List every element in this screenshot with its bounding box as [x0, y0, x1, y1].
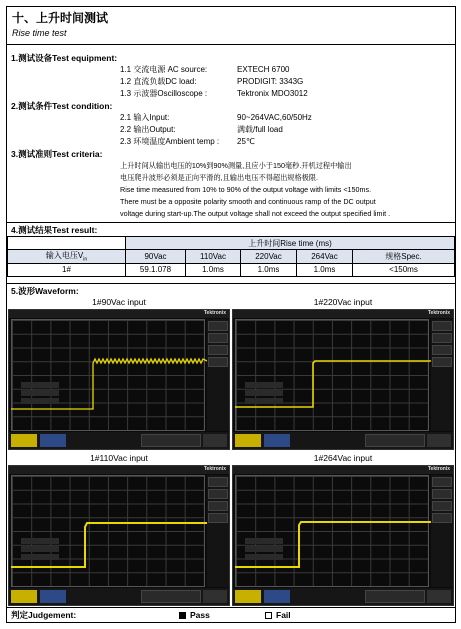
section-result-title: 4.测试结果Test result: — [11, 225, 98, 235]
scope-side-menu — [431, 319, 453, 431]
waveform-trace-110vac — [11, 475, 207, 589]
result-col-264vac: 264Vac — [297, 250, 353, 264]
scope-screen-220vac — [232, 309, 454, 450]
result-table — [7, 236, 455, 277]
result-col-90vac: 90Vac — [126, 250, 186, 264]
waveform-label-264vac: 1#264Vac input — [313, 453, 373, 463]
result-cell: 1.0ms — [297, 263, 353, 276]
scope-status-bar — [9, 432, 229, 449]
condition-label-3: 2.3 环境温度Ambient temp : — [120, 137, 220, 146]
criteria-line-2: 电压爬升波形必须是正向平滑的,且输出电压不得超出规格极限. — [120, 173, 319, 182]
condition-value-3: 25℃ — [237, 137, 255, 146]
checkbox-checked-icon[interactable] — [179, 612, 186, 619]
section-criteria-title: 3.测试准则Test criteria: — [11, 149, 103, 159]
page-subtitle: Rise time test — [12, 28, 67, 38]
waveform-trace-220vac — [235, 319, 431, 433]
condition-label-1: 2.1 输入Input: — [120, 113, 170, 122]
equipment-value-1: EXTECH 6700 — [237, 65, 290, 74]
title-block — [7, 7, 455, 45]
scope-status-bar — [9, 588, 229, 605]
checkbox-empty-icon[interactable] — [265, 612, 272, 619]
divider — [7, 283, 455, 284]
scope-side-menu — [207, 319, 229, 431]
judgement-row — [7, 607, 455, 623]
scope-screen-264vac — [232, 465, 454, 606]
result-col-220vac: 220Vac — [241, 250, 297, 264]
criteria-line-5: voltage during start-up.The output voltage shall not exceed the output specified limit . — [120, 209, 391, 218]
result-group-header: 上升时间Rise time (ms) — [126, 237, 455, 250]
scope-side-menu — [431, 475, 453, 587]
condition-label-2: 2.2 输出Output: — [120, 125, 176, 134]
pass-option[interactable]: Pass — [179, 608, 210, 623]
result-cell: 1.0ms — [186, 263, 241, 276]
result-col-110vac: 110Vac — [186, 250, 241, 264]
criteria-line-1: 上升时间从输出电压的10%到90%测量,且应小于150毫秒.开机过程中输出 — [120, 161, 352, 170]
divider — [7, 222, 455, 223]
equipment-label-3: 1.3 示波器Oscilloscope : — [120, 89, 208, 98]
condition-value-1: 90~264VAC,60/50Hz — [237, 113, 312, 122]
equipment-value-2: PRODIGIT: 3343G — [237, 77, 304, 86]
page-title: 十、上升时间测试 — [12, 11, 109, 25]
result-cell: <150ms — [353, 263, 455, 276]
scope-screen-110vac — [8, 465, 230, 606]
fail-option[interactable]: Fail — [265, 608, 291, 623]
scope-status-bar — [233, 588, 453, 605]
waveform-trace-90vac — [11, 319, 207, 433]
criteria-line-4: There must be a opposite polarity smooth and continuous ramp of the DC output — [120, 197, 376, 206]
tektronix-logo: Tektronix — [427, 466, 450, 472]
result-col-spec: 规格Spec. — [353, 250, 455, 264]
result-col-input: 输入电压$V_{in}$ — [8, 250, 126, 264]
judgement-label: 判定Judgement: — [11, 610, 77, 620]
tektronix-logo: Tektronix — [427, 310, 450, 316]
equipment-value-3: Tektronix MDO3012 — [237, 89, 308, 98]
table-row — [8, 263, 455, 276]
section-equipment-title: 1.测试设备Test equipment: — [11, 53, 118, 63]
scope-side-menu — [207, 475, 229, 587]
report-sheet — [6, 6, 456, 623]
waveform-label-110vac: 1#110Vac input — [90, 453, 148, 463]
scope-status-bar — [233, 432, 453, 449]
result-cell: 1.0ms — [241, 263, 297, 276]
tektronix-logo: Tektronix — [203, 310, 226, 316]
scope-screen-90vac — [8, 309, 230, 450]
result-cell: 59.1.078 — [126, 263, 186, 276]
result-row-id: 1# — [8, 263, 126, 276]
equipment-label-1: 1.1 交流电源 AC source: — [120, 65, 208, 74]
criteria-line-3: Rise time measured from 10% to 90% of the output voltage with limits <150ms. — [120, 185, 372, 194]
section-waveform-title: 5.波形Waveform: — [11, 286, 79, 296]
waveform-label-90vac: 1#90Vac input — [92, 297, 146, 307]
condition-value-2: 满载/full load — [237, 125, 283, 134]
section-condition-title: 2.测试条件Test condition: — [11, 101, 113, 111]
waveform-label-220vac: 1#220Vac input — [313, 297, 373, 307]
equipment-label-2: 1.2 直流负载DC load: — [120, 77, 197, 86]
tektronix-logo: Tektronix — [203, 466, 226, 472]
waveform-trace-264vac — [235, 475, 431, 589]
